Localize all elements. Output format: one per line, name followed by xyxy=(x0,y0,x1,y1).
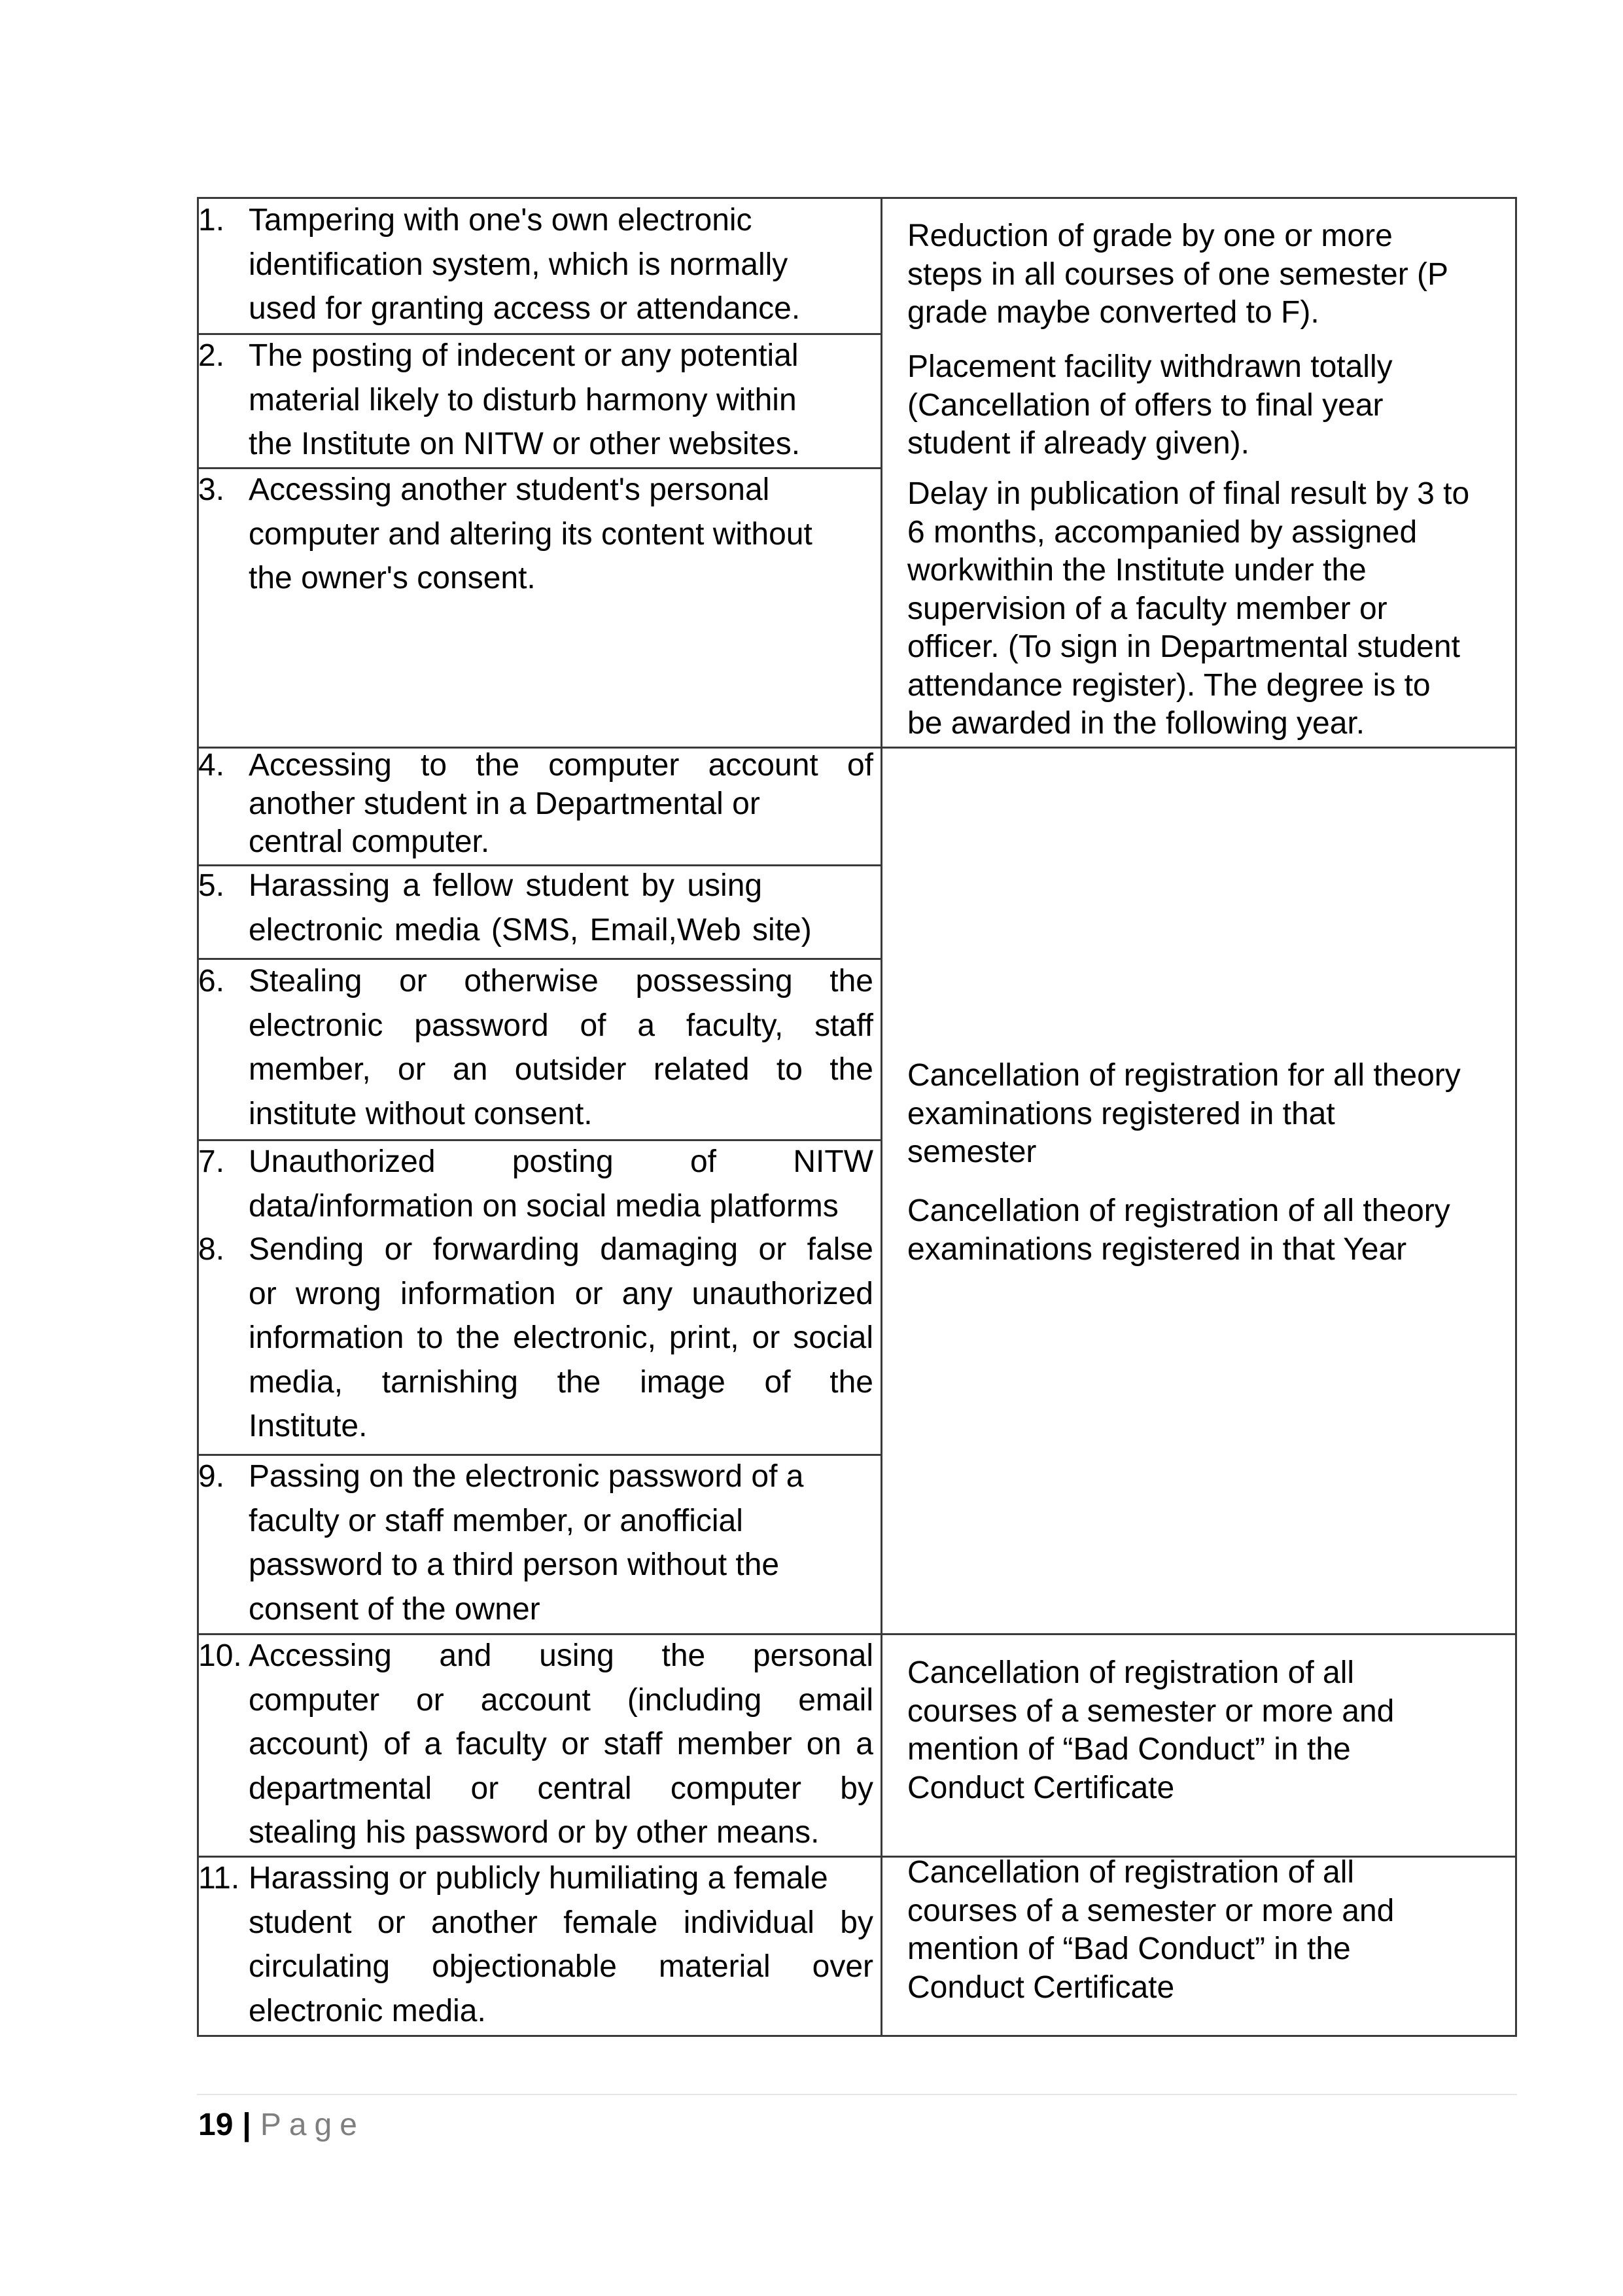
item-number: 7. xyxy=(198,1144,225,1179)
punishment-text: Reduction of grade by one or more steps in all courses of one semester (P grade maybe converted to F). xyxy=(907,219,1449,330)
column-divider xyxy=(881,197,882,2037)
item-number: 10. xyxy=(198,1638,242,1673)
item-number: 2. xyxy=(198,338,225,373)
item-number: 8. xyxy=(198,1232,225,1267)
footer-rule xyxy=(197,2094,1517,2095)
item-number: 9. xyxy=(198,1459,225,1494)
punishment-text: Cancellation of registration for all theory examinations registered in that semester xyxy=(907,1058,1461,1169)
item-number: 11. xyxy=(198,1861,240,1896)
item-number: 4. xyxy=(198,748,225,783)
page-number: 19 xyxy=(198,2108,234,2142)
item-number: 5. xyxy=(198,868,225,903)
item-number: 3. xyxy=(198,472,225,507)
page-label: Page xyxy=(260,2108,365,2142)
punishment-text: Cancellation of registration of all courses of a semester or more and mention of “Bad Conduct” in the Conduct Certificate xyxy=(907,1855,1395,2005)
punishment-text: Delay in publication of final result by 3 to 6 months, accompanied by assigned workwithin the Institute under the supervision of a faculty member or officer. (To sign in Departmental student attendance register). The degree is to be awarded in the following year. xyxy=(907,476,1470,741)
punishment-text: Placement facility withdrawn totally (Cancellation of offers to final year student if already given). xyxy=(907,349,1393,461)
item-number: 1. xyxy=(198,203,225,238)
item-number: 6. xyxy=(198,964,225,998)
footer-separator: | xyxy=(242,2108,251,2142)
document-page: 1. Tampering with one's own electronic identification system, which is normally used for granting access or attendance. 2. The posting of indecent or any potential material likely to disturb harmony within the Institute on NITW or other websites. 3. Accessing another student's personal computer and altering its content without the owner's consent. 4. Accessing to the computer account of another student in a Departmental or central computer. 5. Harassing a fellow student by using electronic media (SMS, Email,Web site) 6. Stealing or otherwise possessing the electronic password of a faculty, staff member, or an outsider related to the institute without consent. 7. Unauthorized posting of NITW data/information on social media platforms 8. Sending or forwarding damaging or false or wrong information or any unauthorized information to the electronic, print, or social media, tarnishing the image of the Institute. 9. Passing on the electronic password of a faculty or staff member, or anofficial password to a third person without the consent of the owner 10. Accessing and using the personal computer or account (including email account) of a faculty or staff member on a departmental or central computer by stealing his password or by other means. 11. Harassing or publicly humiliating a female student or another female individual by circulating objectionable material over electronic media. Reduction of grade by one or more steps in all courses of one semester (P grade maybe converted to F). Placement facility withdrawn totally (Cancellation of offers to final year student if already given). Delay in publication of final result by 3 to 6 months, accompanied by assigned workwithin the Institute under the supervision of a faculty member or officer. (To sign in Departmental student attendance register). The degree is to be awarded in the following year. Cancellation of registration for all theory examinations registered in that semester Cancellation of registration of all theory examinations registered in that Year Cancellation of registration of all courses of a semester or more and mention of “Bad Conduct” in the Conduct Certificate Cancellation of registration of all courses of a semester or more and mention of “Bad Conduct” in the Conduct Certificate 19 | Page xyxy=(0,0,1623,2296)
page-footer xyxy=(198,2106,365,2145)
punishment-text: Cancellation of registration of all courses of a semester or more and mention of “Bad Conduct” in the Conduct Certificate xyxy=(907,1655,1395,1805)
punishment-text: Cancellation of registration of all theory examinations registered in that Year xyxy=(907,1193,1450,1267)
